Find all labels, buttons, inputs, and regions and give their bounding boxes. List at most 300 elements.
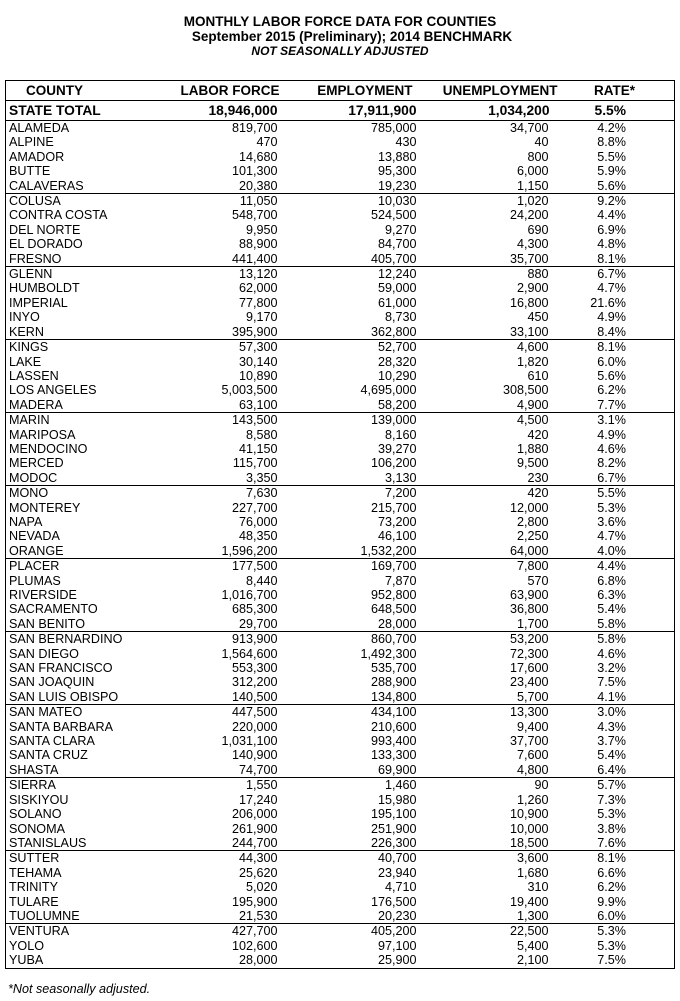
- rate-value: 8.1%: [578, 252, 675, 267]
- unemployment-value: 24,200: [509, 208, 549, 223]
- table-row: [6, 369, 675, 383]
- table-row: [6, 675, 675, 689]
- unemployment-value: 23,400: [509, 675, 549, 690]
- table-row: [6, 501, 675, 515]
- unemployment-value: 9,500: [516, 456, 549, 471]
- county-name: NEVADA: [9, 529, 60, 544]
- rate-value: 4.3%: [597, 719, 626, 734]
- rate-value: 5.4%: [597, 748, 626, 763]
- county-name: INYO: [9, 310, 40, 325]
- labor-force-value: 77,800: [238, 295, 278, 310]
- labor-force-value: 9,950: [245, 222, 278, 237]
- footnote: *Not seasonally adjusted.: [8, 982, 151, 996]
- unemployment-value: 4,500: [516, 413, 549, 428]
- rate-value: 5.3%: [597, 924, 626, 939]
- labor-force-value: 28,000: [238, 953, 278, 968]
- rate-value: 5.6%: [578, 179, 675, 194]
- rate-value: 8.4%: [578, 325, 675, 340]
- county-name: GLENN: [9, 267, 53, 282]
- table-row: [6, 909, 675, 924]
- labor-force-value: 227,700: [231, 500, 278, 515]
- unemployment-value: 53,200: [509, 632, 549, 647]
- unemployment-value: 90: [534, 778, 549, 793]
- employment-value: 9,270: [384, 222, 417, 237]
- unemployment-value: 420: [527, 486, 549, 501]
- rate-value: 4.6%: [597, 441, 626, 456]
- adjustment-note: NOT SEASONALLY ADJUSTED: [251, 44, 429, 58]
- county-name: SAN LUIS OBISPO: [6, 690, 152, 705]
- employment-value: 4,710: [384, 880, 417, 895]
- rate-value: 21.6%: [590, 295, 626, 310]
- unemployment-value: 9,400: [516, 719, 549, 734]
- table-row: [6, 325, 675, 340]
- unemployment-value: 18,500: [443, 836, 578, 851]
- employment-value: 7,200: [384, 486, 417, 501]
- county-name: SAN FRANCISCO: [9, 661, 113, 676]
- unemployment-value: 5,400: [516, 938, 549, 953]
- rate-value: 8.8%: [597, 135, 626, 150]
- document-subtitle: September 2015 (Preliminary); 2014 BENCHMARK: [191, 29, 513, 44]
- rate-value: 9.9%: [597, 894, 626, 909]
- county-name: ORANGE: [6, 544, 152, 559]
- table-row: [6, 398, 675, 413]
- county-name: SAN JOAQUIN: [9, 675, 95, 690]
- column-header-labor-force: LABOR FORCE: [152, 81, 294, 101]
- employment-value: 23,940: [377, 865, 417, 880]
- rate-value: 4.6%: [597, 646, 626, 661]
- county-name: YUBA: [9, 953, 44, 968]
- table-row: [6, 661, 675, 675]
- unemployment-value: 308,500: [502, 383, 549, 398]
- county-name: MONO: [9, 486, 49, 501]
- labor-force-value: 1,550: [245, 778, 278, 793]
- labor-force-value: 11,050: [239, 194, 278, 209]
- unemployment-value: 19,400: [509, 894, 549, 909]
- rate-value: 6.9%: [597, 222, 626, 237]
- table-row: [6, 383, 675, 397]
- employment-value: 28,000: [294, 617, 443, 632]
- labor-force-value: 62,000: [238, 281, 278, 296]
- unemployment-value: 4,900: [443, 398, 578, 413]
- unemployment-value: 6,000: [516, 164, 549, 179]
- rate-value: 6.6%: [597, 865, 626, 880]
- table-row: [6, 340, 675, 355]
- labor-force-value: 57,300: [238, 340, 278, 355]
- labor-force-value: 41,150: [238, 441, 278, 456]
- rate-value: 5.6%: [597, 368, 626, 383]
- labor-force-value: 88,900: [238, 237, 278, 252]
- rate-value: 5.5%: [597, 486, 626, 501]
- employment-value: 20,230: [294, 909, 443, 924]
- labor-force-value: 470: [256, 135, 278, 150]
- employment-value: 405,200: [370, 924, 417, 939]
- unemployment-value: 17,600: [509, 661, 549, 676]
- employment-value: 785,000: [370, 121, 417, 135]
- unemployment-value: 40: [534, 135, 549, 150]
- table-row: [6, 442, 675, 456]
- employment-value: 61,000: [377, 295, 417, 310]
- employment-value: 169,700: [370, 559, 417, 574]
- employment-value: 860,700: [370, 632, 417, 647]
- labor-force-value: 30,140: [238, 354, 278, 369]
- rate-value: 8.2%: [597, 456, 626, 471]
- unemployment-value: 2,100: [516, 953, 549, 968]
- county-name: PLUMAS: [9, 573, 61, 588]
- labor-force-value: 140,900: [231, 748, 278, 763]
- unemployment-value: 1,680: [516, 865, 549, 880]
- county-name: SAN BENITO: [6, 617, 152, 632]
- rate-value: 5.5%: [597, 149, 626, 164]
- unemployment-value: 64,000: [443, 544, 578, 559]
- county-name: MARIN: [9, 413, 50, 428]
- employment-value: 28,320: [377, 354, 417, 369]
- unemployment-value: 1,020: [516, 194, 549, 209]
- county-name: SOLANO: [9, 807, 62, 822]
- employment-value: 25,900: [377, 953, 417, 968]
- employment-value: 134,800: [294, 690, 443, 705]
- table-row: [6, 895, 675, 909]
- county-name: CONTRA COSTA: [9, 208, 108, 223]
- table-row: [6, 164, 675, 178]
- unemployment-value: 33,100: [443, 325, 578, 340]
- rate-value: 5.4%: [597, 602, 626, 617]
- employment-value: 210,600: [370, 719, 417, 734]
- county-name: SANTA CLARA: [9, 734, 95, 749]
- labor-force-value: 48,350: [238, 529, 278, 544]
- county-name: SANTA BARBARA: [9, 719, 114, 734]
- table-row: [6, 720, 675, 734]
- unemployment-value: 5,700: [443, 690, 578, 705]
- table-row: [6, 252, 675, 267]
- county-name: TEHAMA: [9, 865, 62, 880]
- rate-value: 7.7%: [578, 398, 675, 413]
- table-row: [6, 602, 675, 616]
- county-name: SAN DIEGO: [9, 646, 79, 661]
- labor-force-value: 447,500: [231, 705, 278, 720]
- rate-value: 6.2%: [597, 880, 626, 895]
- rate-value: 4.7%: [597, 529, 626, 544]
- table-row: [6, 208, 675, 222]
- table-row: [6, 428, 675, 442]
- unemployment-value: 1,820: [516, 354, 549, 369]
- rate-value: 6.7%: [578, 471, 675, 486]
- employment-value: 405,700: [294, 252, 443, 267]
- county-name: LASSEN: [9, 368, 59, 383]
- county-name: LOS ANGELES: [9, 383, 97, 398]
- table-row: [6, 223, 675, 237]
- labor-force-value: 9,170: [245, 310, 278, 325]
- table-row: [6, 924, 675, 939]
- county-name: TUOLUMNE: [6, 909, 152, 924]
- table-row: [6, 851, 675, 866]
- labor-force-value: 244,700: [152, 836, 294, 851]
- unemployment-value: 34,700: [509, 121, 549, 135]
- labor-force-value: 102,600: [231, 938, 278, 953]
- unemployment-value: 10,000: [509, 821, 549, 836]
- employment-value: 430: [395, 135, 417, 150]
- unemployment-value: 2,900: [516, 281, 549, 296]
- labor-force-value: 195,900: [231, 894, 278, 909]
- rate-value: 4.1%: [578, 690, 675, 705]
- county-name: MARIPOSA: [9, 427, 76, 442]
- rate-value: 5.3%: [597, 938, 626, 953]
- unemployment-value: 63,900: [509, 588, 549, 602]
- rate-value: 6.4%: [578, 763, 675, 778]
- employment-value: 95,300: [377, 164, 417, 179]
- county-name: DEL NORTE: [9, 222, 81, 237]
- employment-value: 84,700: [377, 237, 417, 252]
- labor-force-value: 76,000: [238, 514, 278, 529]
- state-total-row: [6, 101, 675, 121]
- county-name: STANISLAUS: [6, 836, 152, 851]
- employment-value: 58,200: [294, 398, 443, 413]
- labor-force-value: 427,700: [231, 924, 278, 939]
- employment-value: 97,100: [377, 938, 417, 953]
- state-total-employment: 17,911,900: [294, 101, 443, 121]
- table-row: [6, 310, 675, 324]
- labor-force-value: 25,620: [238, 865, 278, 880]
- employment-value: 10,290: [377, 368, 417, 383]
- employment-value: 69,900: [294, 763, 443, 778]
- employment-value: 139,000: [370, 413, 417, 428]
- unemployment-value: 1,150: [443, 179, 578, 194]
- table-row: [6, 150, 675, 164]
- table-row: [6, 267, 675, 282]
- table-row: [6, 194, 675, 209]
- rate-value: 4.0%: [578, 544, 675, 559]
- employment-value: 106,200: [370, 456, 417, 471]
- table-row: [6, 179, 675, 194]
- table-row: [6, 515, 675, 529]
- rate-value: 3.1%: [597, 413, 626, 428]
- unemployment-value: 7,800: [516, 559, 549, 574]
- employment-value: 226,300: [294, 836, 443, 851]
- employment-value: 648,500: [370, 602, 417, 617]
- labor-force-table: [5, 80, 675, 969]
- employment-value: 288,900: [370, 675, 417, 690]
- labor-force-value: 220,000: [231, 719, 278, 734]
- employment-value: 176,500: [370, 894, 417, 909]
- labor-force-value: 1,031,100: [221, 734, 278, 749]
- labor-force-value: 13,120: [238, 267, 278, 282]
- column-header-county: COUNTY: [6, 81, 152, 101]
- table-row: [6, 456, 675, 470]
- county-name: SACRAMENTO: [9, 602, 98, 617]
- unemployment-value: 570: [527, 573, 549, 588]
- employment-value: 251,900: [370, 821, 417, 836]
- table-row: [6, 632, 675, 647]
- county-name: CALAVERAS: [6, 179, 152, 194]
- county-name: FRESNO: [6, 252, 152, 267]
- rate-value: 6.0%: [597, 354, 626, 369]
- county-name: SHASTA: [6, 763, 152, 778]
- county-name: TULARE: [9, 894, 59, 909]
- county-name: PLACER: [9, 559, 60, 574]
- unemployment-value: 310: [527, 880, 549, 895]
- document-header: [0, 14, 680, 58]
- unemployment-value: 230: [443, 471, 578, 486]
- labor-force-value: 21,530: [152, 909, 294, 924]
- employment-value: 73,200: [377, 514, 417, 529]
- table-header-row: [6, 81, 675, 101]
- county-name: SUTTER: [9, 851, 60, 866]
- rate-value: 5.9%: [597, 164, 626, 179]
- county-name: HUMBOLDT: [9, 281, 80, 296]
- rate-value: 4.4%: [597, 208, 626, 223]
- rate-value: 5.3%: [597, 807, 626, 822]
- rate-value: 4.2%: [597, 121, 626, 135]
- table-row: [6, 486, 675, 501]
- county-name: SIERRA: [9, 778, 56, 793]
- document-title: MONTHLY LABOR FORCE DATA FOR COUNTIES: [183, 14, 497, 29]
- unemployment-value: 35,700: [443, 252, 578, 267]
- employment-value: 7,870: [384, 573, 417, 588]
- employment-value: 362,800: [294, 325, 443, 340]
- table-row: [6, 866, 675, 880]
- table-row: [6, 778, 675, 793]
- rate-value: 6.7%: [597, 267, 626, 282]
- unemployment-value: 1,700: [443, 617, 578, 632]
- rate-value: 9.2%: [597, 194, 626, 209]
- employment-value: 133,300: [370, 748, 417, 763]
- table-row: [6, 135, 675, 149]
- unemployment-value: 16,800: [509, 295, 549, 310]
- county-name: BUTTE: [9, 164, 51, 179]
- county-name: NAPA: [9, 514, 43, 529]
- labor-force-value: 819,700: [231, 121, 278, 135]
- table-row: [6, 822, 675, 836]
- county-name: TRINITY: [9, 880, 58, 895]
- county-name: MONTEREY: [9, 500, 81, 515]
- labor-force-value: 74,700: [152, 763, 294, 778]
- rate-value: 6.3%: [597, 588, 626, 602]
- county-name: ALAMEDA: [9, 121, 70, 135]
- table-row: [6, 647, 675, 661]
- unemployment-value: 2,250: [516, 529, 549, 544]
- employment-value: 19,230: [294, 179, 443, 194]
- rate-value: 3.0%: [597, 705, 626, 720]
- table-row: [6, 544, 675, 559]
- county-name: MADERA: [6, 398, 152, 413]
- county-name: KINGS: [9, 340, 49, 355]
- labor-force-value: 140,500: [152, 690, 294, 705]
- labor-force-value: 115,700: [232, 456, 278, 471]
- table-row: [6, 705, 675, 720]
- employment-value: 8,730: [384, 310, 417, 325]
- table-row: [6, 355, 675, 369]
- unemployment-value: 1,300: [443, 909, 578, 924]
- unemployment-value: 2,800: [516, 514, 549, 529]
- rate-value: 7.5%: [597, 675, 626, 690]
- table-row: [6, 939, 675, 953]
- table-row: [6, 574, 675, 588]
- labor-force-value: 913,900: [231, 632, 278, 647]
- labor-force-value: 395,900: [152, 325, 294, 340]
- table-row: [6, 237, 675, 251]
- labor-force-value: 3,350: [152, 471, 294, 486]
- labor-force-value: 312,200: [231, 675, 278, 690]
- state-total-label: STATE TOTAL: [6, 101, 152, 121]
- labor-force-value: 63,100: [152, 398, 294, 413]
- table-row: [6, 748, 675, 762]
- labor-force-value: 1,016,700: [221, 588, 278, 602]
- unemployment-value: 72,300: [509, 646, 549, 661]
- rate-value: 6.8%: [597, 573, 626, 588]
- rate-value: 5.3%: [597, 500, 626, 515]
- employment-value: 10,030: [377, 194, 417, 209]
- county-name: SAN MATEO: [9, 705, 83, 720]
- unemployment-value: 37,700: [509, 734, 549, 749]
- rate-value: 4.7%: [597, 281, 626, 296]
- unemployment-value: 4,600: [516, 340, 549, 355]
- employment-value: 40,700: [377, 851, 417, 866]
- unemployment-value: 36,800: [509, 602, 549, 617]
- rate-value: 6.0%: [578, 909, 675, 924]
- state-total-unemployment: 1,034,200: [443, 101, 578, 121]
- table-row: [6, 953, 675, 968]
- labor-force-value: 101,300: [231, 164, 278, 179]
- employment-value: 1,532,200: [294, 544, 443, 559]
- county-name: SAN BERNARDINO: [9, 632, 123, 647]
- rate-value: 7.6%: [578, 836, 675, 851]
- county-name: AMADOR: [9, 149, 65, 164]
- rate-value: 7.3%: [597, 792, 626, 807]
- employment-value: 993,400: [370, 734, 417, 749]
- unemployment-value: 800: [527, 149, 549, 164]
- county-name: SISKIYOU: [9, 792, 69, 807]
- unemployment-value: 690: [527, 222, 549, 237]
- rate-value: 3.6%: [597, 514, 626, 529]
- column-header-rate: RATE*: [578, 81, 675, 101]
- labor-force-value: 10,890: [238, 368, 278, 383]
- labor-force-value: 1,596,200: [152, 544, 294, 559]
- table-row: [6, 880, 675, 894]
- employment-value: 52,700: [377, 340, 417, 355]
- labor-force-value: 548,700: [231, 208, 278, 223]
- county-name: SANTA CRUZ: [9, 748, 88, 763]
- unemployment-value: 3,600: [516, 851, 549, 866]
- labor-force-value: 177,500: [231, 559, 278, 574]
- state-total-labor-force: 18,946,000: [152, 101, 294, 121]
- employment-value: 59,000: [377, 281, 417, 296]
- unemployment-value: 1,260: [516, 792, 549, 807]
- rate-value: 4.4%: [597, 559, 626, 574]
- unemployment-value: 13,300: [509, 705, 549, 720]
- labor-force-value: 553,300: [231, 661, 278, 676]
- county-name: EL DORADO: [9, 237, 83, 252]
- rate-value: 3.2%: [597, 661, 626, 676]
- table-row: [6, 763, 675, 778]
- rate-value: 3.8%: [597, 821, 626, 836]
- employment-value: 535,700: [370, 661, 417, 676]
- county-name: MODOC: [6, 471, 152, 486]
- labor-force-value: 685,300: [231, 602, 278, 617]
- county-name: YOLO: [9, 938, 44, 953]
- county-name: IMPERIAL: [9, 295, 68, 310]
- employment-value: 15,980: [377, 792, 417, 807]
- rate-value: 7.5%: [597, 953, 626, 968]
- employment-value: 434,100: [370, 705, 417, 720]
- employment-value: 952,800: [370, 588, 417, 602]
- rate-value: 4.9%: [597, 427, 626, 442]
- rate-value: 5.8%: [597, 632, 626, 647]
- rate-value: 8.1%: [597, 340, 626, 355]
- rate-value: 6.2%: [597, 383, 626, 398]
- table-body: [6, 101, 675, 969]
- table-row: [6, 734, 675, 748]
- unemployment-value: 880: [527, 267, 549, 282]
- state-total-rate: 5.5%: [578, 101, 675, 121]
